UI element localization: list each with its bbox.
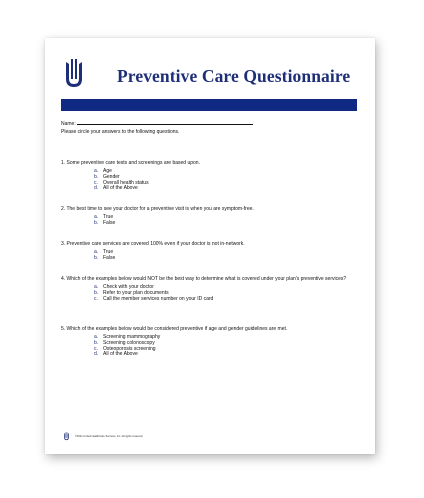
question-text: 3. Preventive care services are covered 100% even if your doctor is not in-network. (61, 241, 245, 247)
option-text: Refer to your plan documents (103, 290, 169, 296)
answer-option[interactable] (94, 221, 254, 227)
option-letter: c. (94, 295, 98, 302)
answer-options (94, 285, 349, 302)
option-letter: b. (94, 340, 99, 346)
option-text: False (103, 255, 116, 261)
option-letter: c. (94, 345, 98, 352)
option-text: Age (103, 168, 112, 175)
question-5 (61, 326, 287, 358)
option-letter: b. (94, 174, 99, 180)
name-field[interactable] (61, 119, 253, 127)
option-letter: b. (94, 290, 99, 296)
option-text: Screening colonoscopy (103, 340, 155, 346)
uhc-logo-icon (63, 58, 85, 90)
page-title: Preventive Care Questionnaire (117, 66, 351, 86)
name-label: Name: (61, 121, 76, 127)
option-text: Call the member services number on your ID card (103, 295, 214, 302)
option-text: Gender (103, 174, 120, 180)
option-text: Osteoporosis screening (103, 345, 156, 352)
uhc-footer-logo-icon (63, 432, 70, 441)
question-4 (61, 276, 349, 302)
option-text: Screening mammography (103, 334, 161, 341)
header-band (61, 99, 357, 111)
name-line[interactable] (77, 119, 253, 125)
answer-option[interactable] (94, 352, 287, 358)
instructions: Please circle your answers to the following questions. (61, 129, 180, 135)
option-text: Overall health status (103, 179, 149, 186)
option-letter: a. (94, 284, 99, 291)
option-text: False (103, 220, 116, 226)
option-text: All of the Above (103, 351, 138, 358)
option-letter: b. (94, 255, 99, 261)
question-text: 4. Which of the examples below would NOT be the best way to determine what is covered under your plan's preventive services? (61, 276, 347, 282)
answer-option[interactable] (94, 297, 349, 303)
answer-option[interactable] (94, 256, 245, 262)
option-text: Check with your doctor (103, 284, 154, 291)
option-text: True (103, 249, 114, 256)
answer-options (94, 215, 254, 226)
answer-option[interactable] (94, 186, 200, 192)
option-letter: d. (94, 185, 99, 192)
questionnaire-page (45, 38, 375, 454)
question-text: 5. Which of the examples below would be considered preventive if age and gender guidelines are met. (61, 326, 288, 332)
option-letter: a. (94, 168, 99, 175)
copyright-text: ©2021 United HealthCare Services, Inc. All rights reserved. (75, 435, 144, 438)
answer-options (94, 250, 245, 261)
question-1 (61, 160, 200, 192)
option-text: All of the Above (103, 185, 138, 192)
option-text: True (103, 214, 114, 221)
answer-options (94, 335, 287, 357)
question-text: 2. The best time to see your doctor for a preventive visit is when you are symptom-free. (61, 206, 254, 212)
option-letter: c. (94, 179, 98, 186)
question-text: 1. Some preventive care tests and screenings are based upon. (61, 160, 200, 166)
option-letter: a. (94, 214, 99, 221)
question-2 (61, 206, 254, 227)
option-letter: a. (94, 334, 99, 341)
question-3 (61, 241, 245, 262)
option-letter: d. (94, 351, 99, 358)
answer-options (94, 169, 200, 191)
option-letter: b. (94, 220, 99, 226)
option-letter: a. (94, 249, 99, 256)
